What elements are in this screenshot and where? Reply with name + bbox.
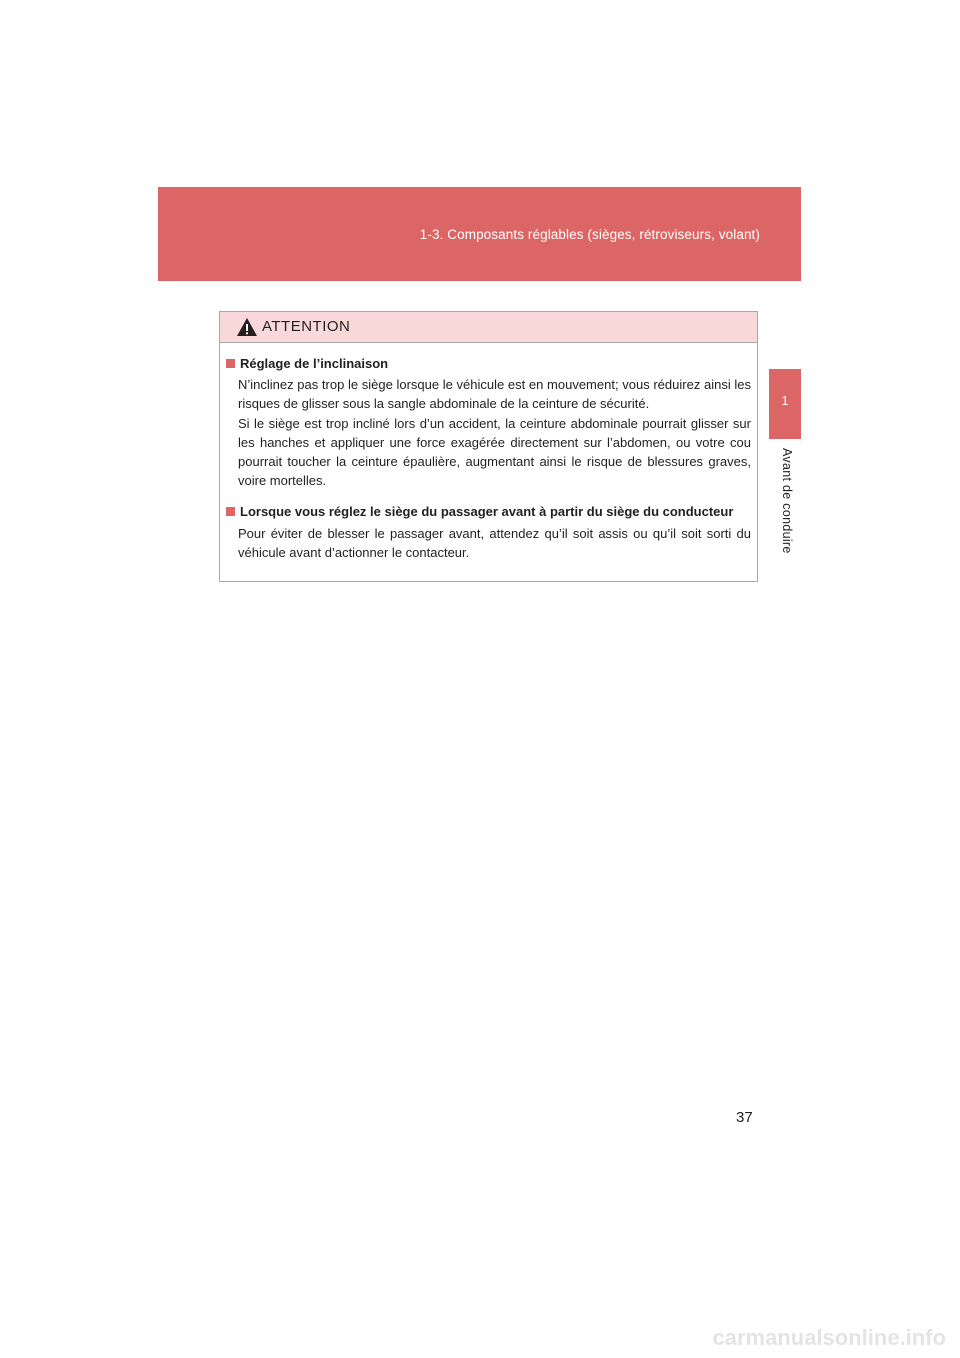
watermark: carmanualsonline.info: [712, 1325, 946, 1350]
chapter-header-band: [158, 187, 801, 281]
paragraph: Pour éviter de blesser le passager avant, attendez qu’il soit assis ou qu’il soit sorti du véhicule avant d’actionner le contacteur.: [238, 526, 751, 561]
caution-section-passenger-seat: [226, 504, 751, 563]
warning-icon: [236, 317, 258, 337]
square-bullet-icon: [226, 359, 235, 368]
caution-title: ATTENTION: [262, 318, 351, 335]
chapter-number: 1: [781, 393, 789, 408]
heading-text: Réglage de l’inclinaison: [240, 356, 389, 371]
section-heading: [226, 504, 751, 519]
paragraph: N’inclinez pas trop le siège lorsque le véhicule est en mouvement; vous réduirez ainsi les risques de glisser sous la sangle abdominale de la ceinture de sécurité.: [238, 377, 751, 412]
page-number: 37: [736, 1109, 753, 1126]
section-title: 1-3. Composants réglables (sièges, rétroviseurs, volant): [419, 227, 760, 242]
chapter-title: Avant de conduire: [780, 448, 794, 554]
chapter-tab[interactable]: [769, 369, 801, 439]
caution-header: [220, 312, 757, 343]
caution-section-reclining: [226, 356, 751, 491]
caution-box: [219, 311, 758, 582]
paragraph: Si le siège est trop incliné lors d’un accident, la ceinture abdominale pourrait glisser sur les hanches et appliquer une force exagérée directement sur l’abdomen, ou votre cou pourrait toucher la ceinture épaulière, augmentant ainsi le risque de blessures graves, voire mortelles.: [238, 415, 751, 489]
heading-text: Lorsque vous réglez le siège du passager avant à partir du siège du conducteur: [240, 504, 734, 519]
section-heading: [226, 356, 751, 371]
square-bullet-icon: [226, 507, 235, 516]
